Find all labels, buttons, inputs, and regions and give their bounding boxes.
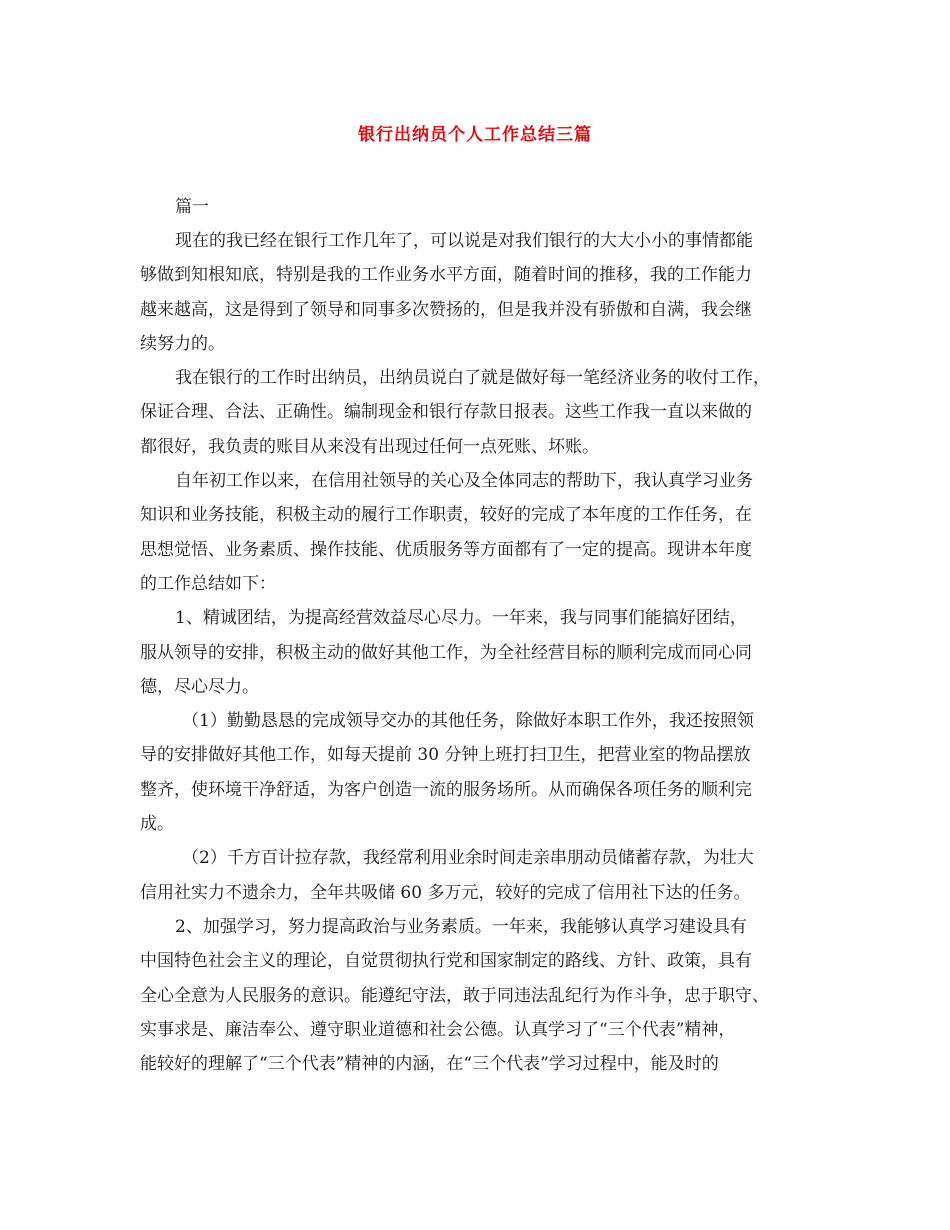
paragraph-line: 信用社实力不遗余力，全年共吸储 60 多万元，较好的完成了信用社下达的任务。	[140, 882, 751, 903]
paragraph-line: 全心全意为人民服务的意识。能遵纪守法，敢于同违法乱纪行为作斗争，忠于职守、	[140, 985, 769, 1006]
paragraph-line: 2、加强学习，努力提高政治与业务素质。一年来，我能够认真学习建设具有	[175, 916, 747, 937]
paragraph-line: 导的安排做好其他工作，如每天提前 30 分钟上班打扫卫生，把营业室的物品摆放	[140, 745, 751, 766]
paragraph-line: 能较好的理解了“三个代表”精神的内涵，在“三个代表”学习过程中，能及时的	[140, 1054, 719, 1075]
paragraph-line: 服从领导的安排，积极主动的做好其他工作，为全社经营目标的顺利完成而同心同	[140, 642, 752, 663]
paragraph	[140, 704, 823, 841]
paragraph	[140, 464, 823, 601]
paragraph-line: 知识和业务技能，积极主动的履行工作职责，较好的完成了本年度的工作任务，在	[140, 505, 752, 526]
paragraph-line: 越来越高，这是得到了领导和同事多次赞扬的，但是我并没有骄傲和自满，我会继	[140, 299, 752, 320]
paragraph-line: 都很好，我负责的账目从来没有出现过任何一点死账、坏账。	[140, 436, 599, 457]
paragraph-line: 自年初工作以来，在信用社领导的关心及全体同志的帮助下，我认真学习业务	[175, 471, 753, 492]
paragraph	[140, 910, 823, 1081]
paragraph-line: 成。	[140, 814, 174, 835]
paragraph-line: 整齐，使环境干净舒适，为客户创造一流的服务场所。从而确保各项任务的顺利完	[140, 779, 752, 800]
paragraph-line: 够做到知根知底，特别是我的工作业务水平方面，随着时间的推移，我的工作能力	[140, 265, 752, 286]
document-body	[140, 190, 823, 1081]
paragraph-line: 思想觉悟、业务素质、操作技能、优质服务等方面都有了一定的提高。现讲本年度	[140, 539, 752, 560]
paragraph	[140, 601, 823, 704]
paragraph-line: 中国特色社会主义的理论，自觉贯彻执行党和国家制定的路线、方针、政策，具有	[140, 951, 752, 972]
paragraph-line: 1、精诚团结，为提高经营效益尽心尽力。一年来，我与同事们能搞好团结，	[175, 608, 747, 629]
section-heading: 篇一	[175, 197, 209, 217]
paragraph-line: 德，尽心尽力。	[140, 676, 259, 697]
paragraph-line: 的工作总结如下：	[140, 573, 276, 594]
paragraph-line: （2）千方百计拉存款，我经常利用业余时间走亲串朋动员储蓄存款，为壮大	[182, 848, 754, 869]
paragraph-line: 实事求是、廉洁奉公、遵守职业道德和社会公德。认真学习了“三个代表”精神，	[140, 1019, 736, 1040]
paragraph-line: （1）勤勤恳恳的完成领导交办的其他任务，除做好本职工作外，我还按照领	[182, 711, 754, 732]
paragraph	[140, 841, 823, 910]
paragraph	[140, 224, 823, 361]
document-title: 银行出纳员个人工作总结三篇	[358, 125, 592, 145]
paragraph	[140, 361, 823, 464]
paragraph-line: 现在的我已经在银行工作几年了，可以说是对我们银行的大大小小的事情都能	[175, 231, 753, 251]
paragraph-line: 我在银行的工作时出纳员，出纳员说白了就是做好每一笔经济业务的收付工作，	[175, 368, 770, 389]
paragraph-line: 续努力的。	[140, 333, 225, 354]
paragraph-line: 保证合理、合法、正确性。编制现金和银行存款日报表。这些工作我一直以来做的	[140, 402, 752, 423]
